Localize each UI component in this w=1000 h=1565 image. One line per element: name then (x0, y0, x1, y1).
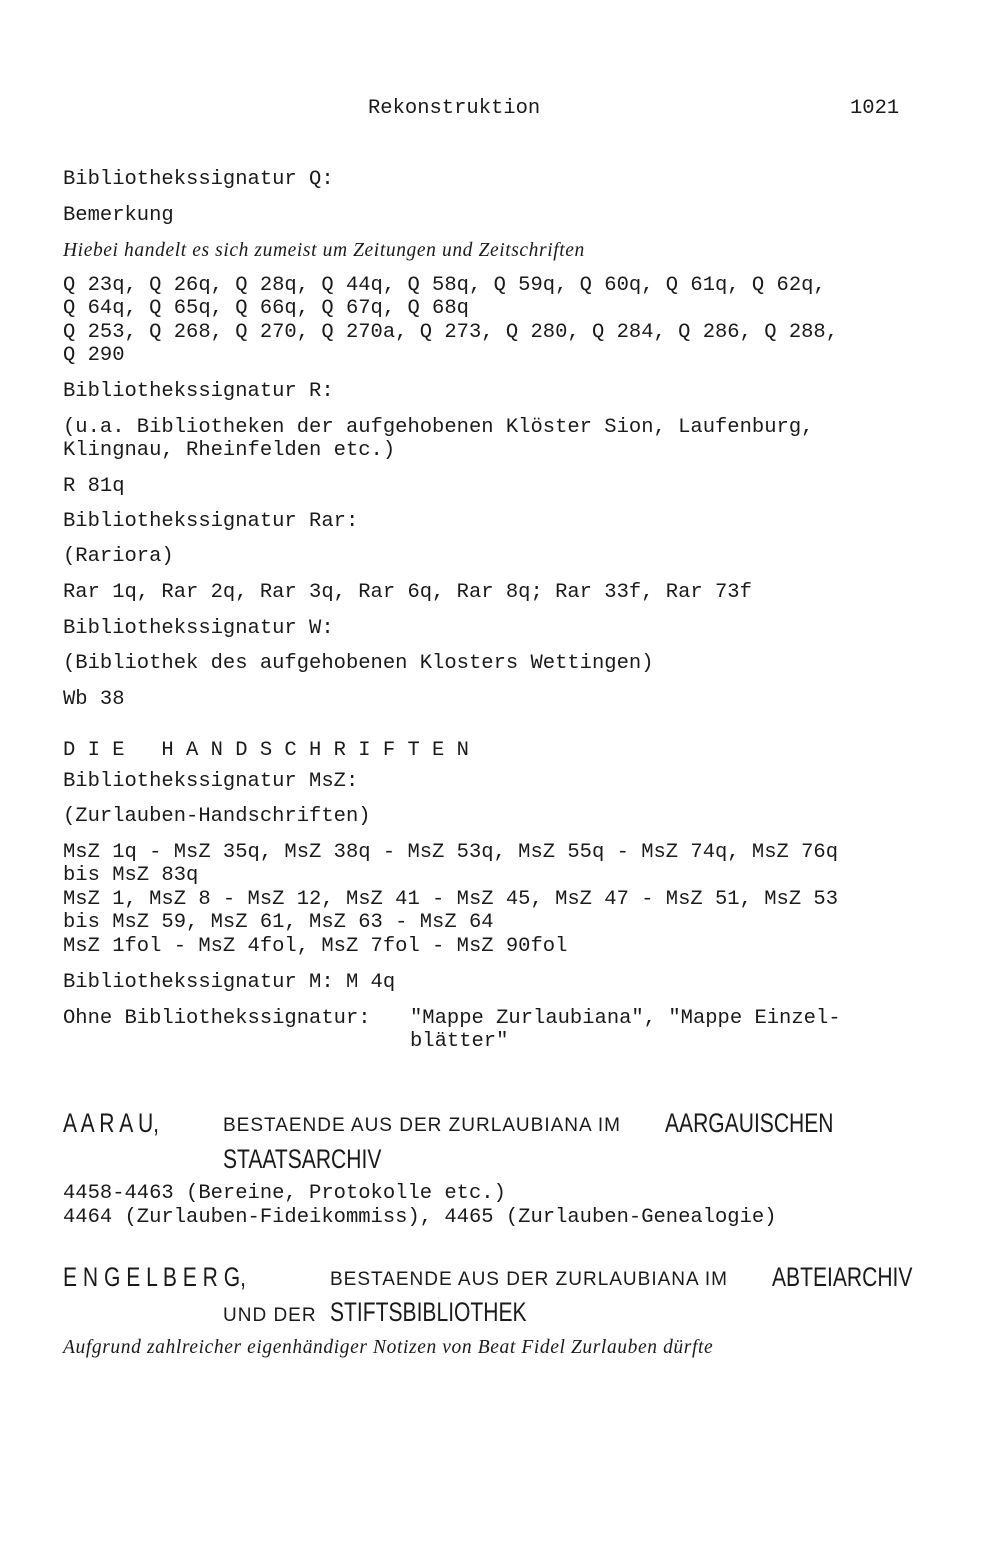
rar-note: (Rariora) (63, 545, 174, 568)
r-heading: Bibliothekssignatur R: (63, 380, 334, 403)
q-line: Q 64q, Q 65q, Q 66q, Q 67q, Q 68q (63, 297, 469, 320)
msz-line: MsZ 1, MsZ 8 - MsZ 12, MsZ 41 - MsZ 45, MsZ 47 - MsZ 51, MsZ 53 (63, 888, 839, 911)
q-remark-text: Hiebei handelt es sich zumeist um Zeitungen und Zeitschriften (63, 240, 585, 261)
r-note: Klingnau, Rheinfelden etc.) (63, 439, 396, 462)
aarau-archive: AARGAUISCHEN (665, 1108, 834, 1138)
q-line: Q 253, Q 268, Q 270, Q 270a, Q 273, Q 280, Q 284, Q 286, Q 288, (63, 321, 839, 344)
q-remark-label: Bemerkung (63, 204, 174, 227)
running-title: Rekonstruktion (368, 97, 541, 120)
engelberg-archive: ABTEIARCHIV (772, 1262, 913, 1292)
engelberg-library: STIFTSBIBLIOTHEK (330, 1297, 527, 1327)
rar-entry: Rar 1q, Rar 2q, Rar 3q, Rar 6q, Rar 8q; Rar 33f, Rar 73f (63, 581, 752, 604)
aarau-desc: BESTAENDE AUS DER ZURLAUBIANA IM (223, 1115, 622, 1136)
aarau-line: 4458-4463 (Bereine, Protokolle etc.) (63, 1182, 506, 1205)
aarau-archive-2: STAATSARCHIV (223, 1144, 382, 1174)
m-line: Bibliothekssignatur M: M 4q (63, 971, 396, 994)
engelberg-desc-2: UND DER (223, 1305, 317, 1326)
page-number: 1021 (850, 97, 900, 120)
ohne-line: blätter" (410, 1030, 509, 1053)
engelberg-place: E N G E L B E R G, (63, 1262, 246, 1292)
w-heading: Bibliothekssignatur W: (63, 617, 334, 640)
aarau-line: 4464 (Zurlauben-Fideikommiss), 4465 (Zurlauben-Genealogie) (63, 1206, 777, 1229)
msz-line: bis MsZ 83q (63, 864, 199, 887)
rar-heading: Bibliothekssignatur Rar: (63, 510, 359, 533)
engelberg-note: Aufgrund zahlreicher eigenhändiger Notizen von Beat Fidel Zurlauben dürfte (63, 1337, 714, 1358)
ohne-label: Ohne Bibliothekssignatur: (63, 1007, 371, 1030)
q-line: Q 290 (63, 344, 125, 367)
msz-heading: Bibliothekssignatur MsZ: (63, 770, 359, 793)
q-heading: Bibliothekssignatur Q: (63, 168, 334, 191)
msz-line: bis MsZ 59, MsZ 61, MsZ 63 - MsZ 64 (63, 911, 494, 934)
engelberg-desc: BESTAENDE AUS DER ZURLAUBIANA IM (330, 1269, 729, 1290)
handschriften-title: D I E H A N D S C H R I F T E N (63, 739, 469, 762)
r-entry: R 81q (63, 475, 125, 498)
msz-line: MsZ 1fol - MsZ 4fol, MsZ 7fol - MsZ 90fol (63, 935, 568, 958)
ohne-line: "Mappe Zurlaubiana", "Mappe Einzel- (410, 1007, 841, 1030)
aarau-place: A A R A U, (63, 1108, 160, 1138)
w-note: (Bibliothek des aufgehobenen Klosters Wettingen) (63, 652, 654, 675)
w-entry: Wb 38 (63, 688, 125, 711)
q-line: Q 23q, Q 26q, Q 28q, Q 44q, Q 58q, Q 59q, Q 60q, Q 61q, Q 62q, (63, 274, 826, 297)
msz-line: MsZ 1q - MsZ 35q, MsZ 38q - MsZ 53q, MsZ 55q - MsZ 74q, MsZ 76q (63, 841, 839, 864)
msz-note: (Zurlauben-Handschriften) (63, 805, 371, 828)
r-note: (u.a. Bibliotheken der aufgehobenen Klöster Sion, Laufenburg, (63, 416, 814, 439)
